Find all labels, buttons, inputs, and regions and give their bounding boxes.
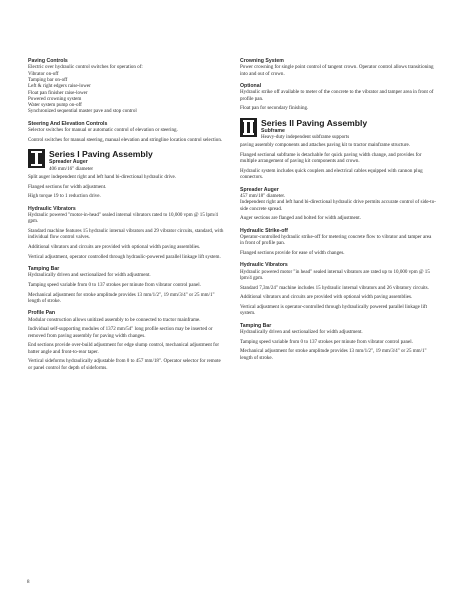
list-line: Left & right edgers raise-lower: [28, 83, 91, 90]
roman-numeral-two-icon: [240, 118, 257, 137]
subframe-section: [240, 142, 436, 180]
paragraph: Flanged sections provide for ease of width changes.: [240, 250, 345, 257]
auger-diameter: 457 mm/18" diameter.: [240, 193, 286, 200]
page-number: 8: [27, 580, 30, 585]
section-heading: Profile Pan: [28, 310, 56, 317]
section-heading: Optional: [240, 83, 262, 89]
left-vibrators-section: [28, 206, 226, 260]
strike-off-section: [240, 228, 436, 257]
paragraph: Vertical adjustment, operator controlled through hydraulic-powered parallel linkage lift system.: [28, 253, 221, 260]
paragraph: Additional vibrators and circuits are provided with optional width paving assemblies.: [240, 294, 413, 301]
right-tamping-section: [240, 323, 436, 361]
left-tamping-section: [28, 266, 226, 304]
left-column: [28, 58, 226, 377]
paragraph: Additional vibrators and circuits are provided with optional width paving assemblies.: [28, 243, 201, 250]
paving-controls-list: [28, 64, 226, 114]
profile-pan-section: [28, 310, 226, 371]
list-line: Vibrator on-off: [28, 70, 59, 77]
paragraph: Hydraulic system includes quick couplers and electrical cables equipped with cannon plug connectors.: [240, 168, 423, 181]
crowning-section: [240, 58, 436, 77]
series-2-title-block: [261, 118, 436, 141]
paragraph: Operator-controlled hydraulic strike-off for metering concrete flow to vibrator and tamper area in front of profile pan.: [240, 234, 432, 247]
series-1-auger-section: [28, 174, 226, 200]
paragraph: Tamping speed variable from 0 to 137 strokes per minute from vibrator control panel.: [240, 338, 413, 345]
list-line: Synchronized sequential master pave and stop control: [28, 108, 137, 115]
paragraph: Modular construction allows unitized assembly to be connected to tractor mainframe.: [28, 316, 201, 323]
paragraph: Auger sections are flanged and bolted for width adjustment.: [240, 215, 361, 222]
section-heading: Hydraulic Vibrators: [28, 205, 76, 212]
paragraph: Flanged sectional subframe is detachable for quick paving width change, and provides for multiple arrangement of paving kit components and crown.: [240, 152, 422, 165]
optional-section: [240, 83, 436, 112]
paving-controls-section: [28, 58, 226, 115]
paragraph: Vertical adjustment is operator-controlled through hydraulically powered parallel linkage lift system.: [240, 304, 427, 317]
right-column: [240, 58, 436, 367]
paragraph: Float pan for secondary finishing.: [240, 105, 309, 112]
paragraph: paving assembly components and attaches paving kit to tractor mainframe structure.: [240, 142, 410, 149]
right-vibrators-section: [240, 262, 436, 316]
paragraph: End sections provide over-build adjustment for edge slump control, mechanical adjustment for batter angle and front-to-rear taper.: [28, 342, 220, 355]
paragraph: Vertical sideforms hydraulically adjustable from 0 to 457 mm/18". Operator selector for remote or panel control for depth of sideforms.: [28, 358, 221, 371]
section-heading: Paving Controls: [28, 58, 68, 64]
series-2-header: [240, 118, 436, 141]
section-heading: Hydraulic Strike-off: [240, 227, 288, 234]
section-heading: Crowning System: [240, 58, 284, 64]
sub-line: 406 mm/16" diameter: [49, 165, 94, 172]
steering-section: [28, 121, 226, 143]
sub-line: Heavy-duty independent subframe supports: [261, 134, 350, 141]
paragraph: High torque 19 to 1 reduction drive.: [28, 193, 101, 200]
paragraph: Individual self-supporting modules of 1372 mm/54" long profile section may be inserted or removed from paving assembly for paving width changes.: [28, 326, 213, 339]
section-heading: Tamping Bar: [240, 322, 272, 329]
paragraph: Power crowning for single point control of tangent crown. Operator control allows transitioning into and out of crown.: [240, 64, 434, 77]
sub-heading: Subframe: [261, 127, 285, 134]
series-1-title-block: [49, 149, 226, 172]
list-line: Tamping bar on-off: [28, 77, 68, 83]
list-line: Powered crowning system: [28, 95, 82, 102]
paragraph: Hydraulically driven and sectionalized for width adjustment.: [28, 272, 151, 279]
section-heading: Steering And Elevation Controls: [28, 120, 108, 127]
list-line: Float pan finisher raise-lower: [28, 89, 88, 96]
section-heading: Tamping Bar: [28, 265, 60, 272]
right-auger-section: [240, 187, 436, 222]
paragraph: Hydraulic strike off available to meter of the concrete to the vibrator and tamper area in front of profile pan.: [240, 89, 434, 102]
sub-heading: Spreader Auger: [49, 159, 88, 166]
paragraph: Tamping speed variable from 0 to 137 strokes per minute from vibrator control panel.: [28, 282, 201, 288]
paragraph: Hydraulic powered motor "in head" sealed internal vibrators are rated up to 10,000 vpm @ 15 lpm/4 gpm.: [240, 268, 430, 282]
paragraph: Hydraulically driven and sectionalized for width adjustment.: [240, 329, 363, 336]
list-line: Water system pump on-off: [28, 102, 82, 109]
paragraph: Hydraulic powered "motor-in-head" sealed internal vibrators rated to 10,000 vpm @ 15 lpm/4 gpm.: [28, 211, 218, 225]
series-1-header: [28, 149, 226, 172]
series-title: Series I Paving Assembly: [49, 149, 153, 160]
paragraph: Mechanical adjustment for stroke amplitude provides 13 mm/1/2", 19 mm/3/4" or 25 mm/1" length of stroke.: [240, 348, 427, 361]
list-line: Electric over hydraulic control switches for operation of:: [28, 64, 143, 71]
paragraph: Split auger independent right and left hand bi-directional hydraulic drive.: [28, 173, 176, 180]
paragraph: Selector switches for manual or automatic control of elevation or steering.: [28, 127, 178, 134]
section-heading: Spreader Auger: [240, 186, 279, 193]
series-title: Series II Paving Assembly: [261, 117, 368, 128]
paragraph: Standard machine features 15 hydraulic internal vibrators and 29 vibrator circuits, standard, with individual flow control valves.: [28, 227, 224, 241]
paragraph: Standard 7,3m/24" machine includes 15 hydraulic internal vibrators and 26 vibratory circuits.: [240, 284, 429, 291]
section-heading: Hydraulic Vibrators: [240, 262, 288, 269]
paragraph: Flanged sections for width adjustment.: [28, 183, 107, 190]
paragraph: Mechanical adjustment for stroke amplitude provides 13 mm/1/2", 19 mm/3/4" or 25 mm/1" length of stroke.: [28, 291, 215, 304]
roman-numeral-one-icon: [28, 149, 45, 168]
paragraph: Independent right and left hand bi-directional hydraulic drive permits accurate control of side-to-side concrete spread.: [240, 199, 436, 212]
paragraph: Control switches for manual steering, manual elevation and stringline location control selection.: [28, 136, 223, 143]
